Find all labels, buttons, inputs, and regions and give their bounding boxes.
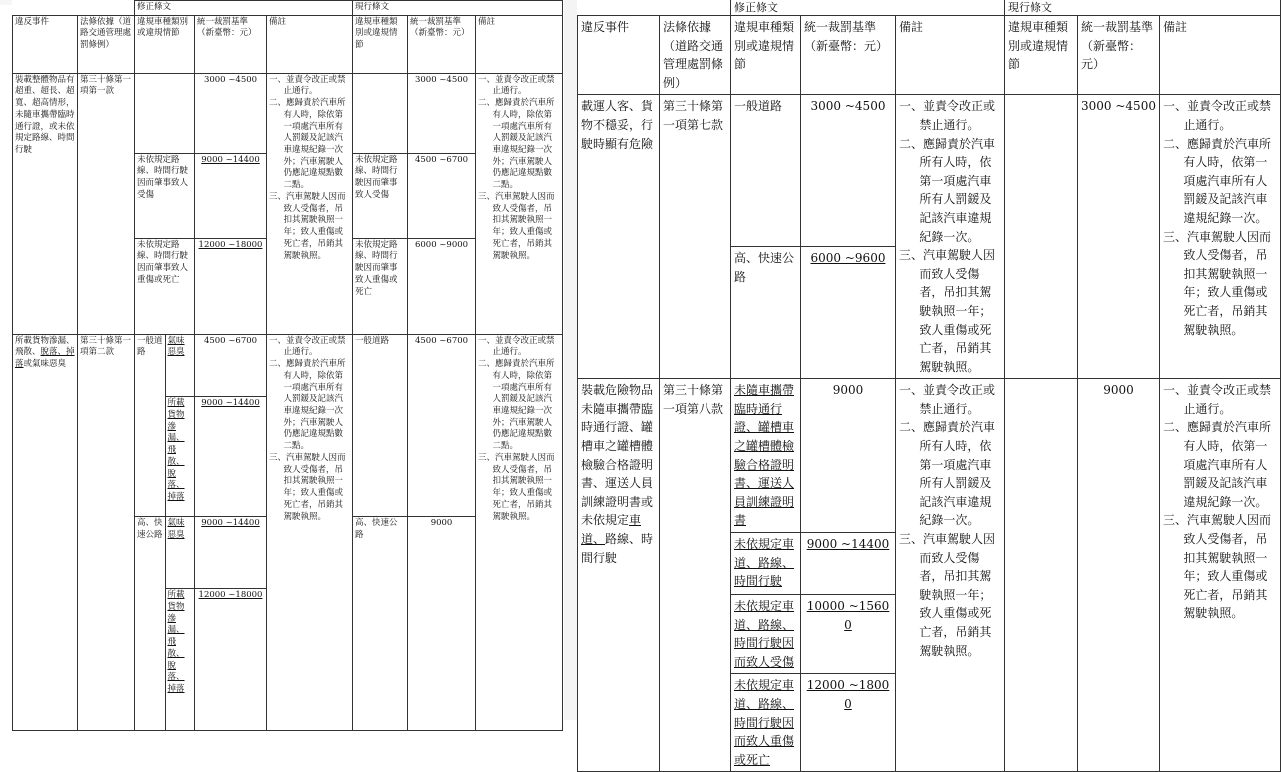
sub-odor: 氣味惡臭 bbox=[167, 335, 185, 358]
vehicle-type-header: 違規車種類別或違規情節 bbox=[135, 15, 195, 73]
note-item: 一、並責令改正或禁止通行。 bbox=[899, 99, 996, 132]
fine-cell: 9000 ~14400 bbox=[195, 153, 267, 238]
note-item: 二、應歸責於汽車所有人時，依第一項處汽車所有人罰鍰及記該汽車違規紀錄一次。 bbox=[899, 420, 996, 528]
type-cell: 未依規定車道、路線、時間行駛因而致人受傷 bbox=[731, 595, 801, 674]
fine-subtable bbox=[195, 335, 266, 730]
remarks-cell bbox=[896, 379, 1005, 772]
remarks-header: 備註 bbox=[896, 16, 1005, 95]
road-subtable bbox=[135, 335, 194, 730]
type-cell: 高、快速公路 bbox=[731, 247, 801, 379]
note-item: 二、應歸責於汽車所有人時，除依第一項處汽車所有人罰鍰及記該汽車違規紀錄一次外；汽車駕駛人仍應記違規點數二點。 bbox=[269, 98, 346, 191]
road-highway: 高、快速公路 bbox=[135, 517, 165, 730]
current-remarks-cell bbox=[476, 73, 563, 334]
sub-odor: 氣味惡臭 bbox=[165, 517, 194, 589]
note-item: 二、應歸責於汽車所有人時，除依第一項處汽車所有人罰鍰及記該汽車違規紀錄一次外；汽車駕駛人仍應記違規點數二點。 bbox=[478, 98, 555, 191]
remarks-cell bbox=[896, 95, 1005, 379]
fine-cell: 6000 ~9600 bbox=[801, 247, 896, 379]
note-item: 三、汽車駕駛人因而致人受傷者，吊扣其駕駛執照一年；致人重傷或死亡者，吊銷其駕駛執照。 bbox=[1163, 513, 1272, 621]
law-cell: 第三十條第一項第二款 bbox=[78, 334, 135, 730]
note-item: 一、並責令改正或禁止通行。 bbox=[478, 74, 555, 97]
violation-header: 違反事件 bbox=[13, 15, 78, 73]
violation-cell bbox=[13, 334, 78, 730]
current-fine-cell: 4500 ~6700 bbox=[408, 153, 476, 238]
fine-header: 統一裁罰基準（新臺幣：元） bbox=[801, 16, 896, 95]
current-fine-header: 統一裁罰基準（新臺幣：元） bbox=[408, 15, 476, 73]
blank-header bbox=[13, 1, 135, 16]
fine-value: 9000 ~14400 bbox=[195, 397, 266, 517]
violation-cell: 載運人客、貨物不穩妥，行駛時顯有危險 bbox=[578, 95, 660, 379]
amended-header: 修正條文 bbox=[731, 0, 1005, 16]
current-type-cell bbox=[353, 334, 408, 730]
current-fine-cell: 9000 bbox=[1078, 379, 1160, 772]
note-item: 一、並責令改正或禁止通行。 bbox=[269, 74, 346, 97]
current-type-cell bbox=[353, 73, 408, 153]
right-table bbox=[577, 0, 1281, 772]
violation-underlined: 車道、 bbox=[581, 513, 642, 547]
current-remarks-cell bbox=[1160, 95, 1281, 379]
fine-cell: 3000 ~4500 bbox=[195, 73, 267, 153]
road-general: 一般道路 bbox=[135, 335, 165, 517]
remarks-cell bbox=[267, 334, 353, 730]
left-table bbox=[12, 0, 563, 731]
law-cell: 第三十條第一項第八款 bbox=[660, 379, 731, 772]
law-header: 法條依據（道路交通管理處罰條例） bbox=[660, 16, 731, 95]
note-item: 一、並責令改正或禁止通行。 bbox=[1163, 99, 1272, 132]
fine-cell bbox=[195, 334, 267, 730]
vehicle-type-header: 違規車種類別或違規情節 bbox=[731, 16, 801, 95]
note-item: 三、汽車駕駛人因而致人受傷者，吊扣其駕駛執照一年；致人重傷或死亡者，吊銷其駕駛執照。 bbox=[269, 452, 346, 522]
blank-header bbox=[578, 0, 731, 16]
fine-header: 統一裁罰基準（新臺幣：元） bbox=[195, 15, 267, 73]
violation-cell: 裝載整體物品有超重、超長、超寬、超高情形，未隨車攜帶臨時通行證，或未依規定路線、時間行駛 bbox=[13, 73, 78, 334]
current-type-cell: 未依規定路線、時間行駛因而肇事致人重傷或死亡 bbox=[353, 238, 408, 334]
violation-underlined: 脫落、掉落 bbox=[15, 347, 75, 370]
amended-header: 修正條文 bbox=[135, 1, 353, 16]
fine-value: 12000 ~18000 bbox=[195, 589, 266, 730]
current-road-subtable bbox=[353, 335, 407, 730]
fine-value: 9000 bbox=[408, 517, 475, 730]
law-header: 法條依據（道路交通管理處罰條例） bbox=[78, 15, 135, 73]
type-cell: 未依規定路線、時間行駛因而肇事致人重傷或死亡 bbox=[135, 238, 195, 334]
sub-spill: 所載貨物滲漏、飛散、脫落、掉落 bbox=[165, 589, 194, 730]
fine-cell: 3000 ~4500 bbox=[801, 95, 896, 247]
current-road-general: 一般道路 bbox=[355, 335, 390, 346]
type-cell bbox=[135, 334, 195, 730]
violation-text: 裝載危險物品未隨車攜帶臨時通行證、罐槽車之罐槽體檢驗合格證明書、運送人員訓練證明書或未依規定 bbox=[581, 383, 654, 528]
type-cell: 未依規定車道、路線、時間行駛因而致人重傷或死亡 bbox=[731, 674, 801, 772]
note-item: 三、汽車駕駛人因而致人受傷者，吊扣其駕駛執照一年；致人重傷或死亡者，吊銷其駕駛執照。 bbox=[478, 452, 555, 522]
current-header: 現行條文 bbox=[1005, 0, 1281, 16]
violation-text: 所載貨物滲漏、飛散、 bbox=[15, 335, 75, 358]
current-remarks-header: 備註 bbox=[1160, 16, 1281, 95]
note-item: 二、應歸責於汽車所有人時，依第一項處汽車所有人罰鍰及記該汽車違規紀錄一次。 bbox=[1163, 136, 1272, 225]
sub-spill: 所載貨物滲漏、飛散、脫落、掉落 bbox=[165, 397, 194, 517]
current-fine-cell: 6000 ~9000 bbox=[408, 238, 476, 334]
fine-cell: 9000 ~14400 bbox=[801, 533, 896, 595]
current-type-cell: 未依規定路線、時間行駛因而肇事致人受傷 bbox=[353, 153, 408, 238]
note-item: 三、汽車駕駛人因而致人受傷者，吊扣其駕駛執照一年；致人重傷或死亡者，吊銷其駕駛執照。 bbox=[478, 191, 555, 261]
remarks-cell bbox=[267, 73, 353, 334]
violation-tail: 或氣味惡臭 bbox=[23, 359, 67, 370]
fine-cell: 9000 bbox=[801, 379, 896, 533]
current-fine-cell: 3000 ~4500 bbox=[1078, 95, 1160, 379]
current-fine-cell bbox=[408, 334, 476, 730]
note-item: 一、並責令改正或禁止通行。 bbox=[899, 383, 996, 416]
note-item: 二、應歸責於汽車所有人時，除依第一項處汽車所有人罰鍰及記該汽車違規紀錄一次外；汽車駕駛人仍應記違規點數二點。 bbox=[269, 359, 346, 452]
fine-value: 4500 ~6700 bbox=[414, 335, 469, 346]
note-item: 三、汽車駕駛人因而致人受傷者，吊扣其駕駛執照一年；致人重傷或死亡者，吊銷其駕駛執照。 bbox=[1163, 229, 1272, 337]
note-item: 二、應歸責於汽車所有人時，依第一項處汽車所有人罰鍰及記該汽車違規紀錄一次。 bbox=[899, 136, 996, 244]
note-item: 一、並責令改正或禁止通行。 bbox=[478, 335, 555, 358]
current-fine-cell: 3000 ~4500 bbox=[408, 73, 476, 153]
fine-cell: 10000 ~15600 bbox=[801, 595, 896, 674]
note-item: 三、汽車駕駛人因而致人受傷者，吊扣其駕駛執照一年；致人重傷或死亡者，吊銷其駕駛執照。 bbox=[899, 532, 996, 658]
current-fine-subtable bbox=[408, 335, 475, 730]
page-separator bbox=[564, 0, 577, 720]
fine-cell: 12000 ~18000 bbox=[195, 238, 267, 334]
law-cell: 第三十條第一項第七款 bbox=[660, 95, 731, 379]
current-road-highway: 高、快速公路 bbox=[353, 517, 407, 730]
violation-header: 違反事件 bbox=[578, 16, 660, 95]
current-fine-header: 統一裁罰基準（新臺幣：元） bbox=[1078, 16, 1160, 95]
violation-tail: 路線、時間行駛 bbox=[581, 532, 654, 565]
note-item: 一、並責令改正或禁止通行。 bbox=[1163, 383, 1272, 416]
type-cell bbox=[135, 73, 195, 153]
note-item: 二、應歸責於汽車所有人時，依第一項處汽車所有人罰鍰及記該汽車違規紀錄一次。 bbox=[1163, 420, 1272, 509]
violation-cell bbox=[578, 379, 660, 772]
current-type-cell bbox=[1005, 95, 1078, 379]
current-remarks-cell bbox=[476, 334, 563, 730]
current-vehicle-type-header: 違規車種類別或違規情節 bbox=[353, 15, 408, 73]
note-item: 一、並責令改正或禁止通行。 bbox=[269, 335, 346, 358]
current-remarks-cell bbox=[1160, 379, 1281, 772]
type-cell: 未依規定路線、時間行駛因而肇事致人受傷 bbox=[135, 153, 195, 238]
note-item: 二、應歸責於汽車所有人時，除依第一項處汽車所有人罰鍰及記該汽車違規紀錄一次外；汽車駕駛人仍應記違規點數二點。 bbox=[478, 359, 555, 452]
right-page bbox=[577, 0, 1280, 767]
current-type-cell bbox=[1005, 379, 1078, 772]
note-item: 三、汽車駕駛人因而致人受傷者，吊扣其駕駛執照一年；致人重傷或死亡者，吊銷其駕駛執照。 bbox=[269, 191, 346, 261]
type-cell: 未隨車攜帶臨時通行證、罐槽車之罐槽體檢驗合格證明書、運送人員訓練證明書 bbox=[731, 379, 801, 533]
fine-value: 4500 ~6700 bbox=[203, 335, 258, 346]
note-item: 三、汽車駕駛人因而致人受傷者，吊扣其駕駛執照一年；致人重傷或死亡者，吊銷其駕駛執照。 bbox=[899, 248, 996, 374]
current-remarks-header: 備註 bbox=[476, 15, 563, 73]
current-header: 現行條文 bbox=[353, 1, 563, 16]
fine-value: 9000 ~14400 bbox=[195, 517, 266, 589]
current-vehicle-type-header: 違規車種類別或違規情節 bbox=[1005, 16, 1078, 95]
fine-cell: 12000 ~18000 bbox=[801, 674, 896, 772]
type-cell: 未依規定車道、路線、時間行駛 bbox=[731, 533, 801, 595]
type-cell: 一般道路 bbox=[731, 95, 801, 247]
law-cell: 第三十條第一項第一款 bbox=[78, 73, 135, 334]
remarks-header: 備註 bbox=[267, 15, 353, 73]
left-page bbox=[12, 0, 564, 720]
